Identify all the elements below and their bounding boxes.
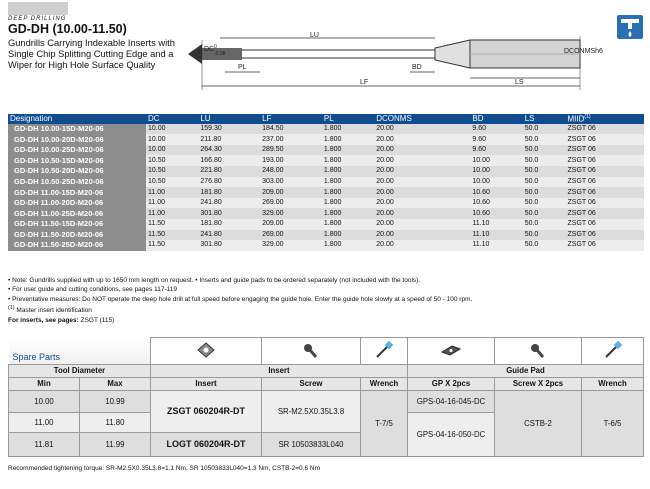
table-row <box>8 198 644 209</box>
value-cell: 50.0 <box>523 166 566 177</box>
value-cell: 1.800 <box>322 166 374 177</box>
designation-cell: GD-DH 11.50-25D-M20-06 <box>8 240 146 251</box>
value-cell: 166.80 <box>198 155 260 166</box>
value-cell: 50.0 <box>523 187 566 198</box>
value-cell: 269.00 <box>260 230 322 241</box>
r3-max: 11.99 <box>80 432 151 456</box>
value-cell: 248.00 <box>260 166 322 177</box>
insert-2: LOGT 060204R-DT <box>151 432 262 456</box>
dim-ls: LS <box>515 79 524 86</box>
col-dconms: DCONMS <box>374 114 470 124</box>
dim-dc: DC <box>204 46 215 53</box>
table-row <box>8 240 644 251</box>
dim-lf: LF <box>360 79 369 86</box>
r2-max: 11.80 <box>80 412 151 432</box>
designation-cell: GD-DH 11.50-15D-M20-06 <box>8 219 146 230</box>
value-cell: 264.30 <box>198 145 260 156</box>
designation-cell: GD-DH 10.00-15D-M20-06 <box>8 124 146 135</box>
value-cell: 20.00 <box>374 208 470 219</box>
designation-cell: GD-DH 11.50-20D-M20-06 <box>8 230 146 241</box>
wrench2-value: T-6/5 <box>582 390 644 456</box>
insert-1: ZSGT 060204R-DT <box>151 390 262 432</box>
value-cell: 10.00 <box>470 166 522 177</box>
brand-logo <box>8 2 68 15</box>
value-cell: 50.0 <box>523 230 566 241</box>
value-cell: 50.0 <box>523 198 566 209</box>
value-cell: 1.800 <box>322 177 374 188</box>
value-cell: 184.50 <box>260 124 322 135</box>
value-cell: 20.00 <box>374 177 470 188</box>
value-cell: 50.0 <box>523 145 566 156</box>
value-cell: 11.50 <box>146 240 198 251</box>
value-cell: 10.00 <box>146 145 198 156</box>
screw-icon <box>262 338 361 365</box>
brand-tag: DEEP DRILLING <box>8 16 67 22</box>
value-cell: 50.0 <box>523 219 566 230</box>
col-designation: Designation <box>8 114 146 124</box>
tool-diameter-header: Tool Diameter <box>9 364 151 377</box>
note-5-text: ZSGT (115) <box>78 316 115 324</box>
value-cell: 10.60 <box>470 187 522 198</box>
value-cell: 1.800 <box>322 219 374 230</box>
table-row <box>8 166 644 177</box>
screw-1: SR-M2.5X0.35L3.8 <box>262 390 361 432</box>
wrench2-header: Wrench <box>582 377 644 390</box>
tightening-torque-note: Recommended tightening torque: SR-M2.5X0.35L3.8=1.1 Nm, SR 10503833L040=1.3 Nm, CSTB-2=0.6 Nm <box>8 465 320 472</box>
value-cell: 11.50 <box>146 230 198 241</box>
value-cell: 20.00 <box>374 166 470 177</box>
dim-pl: PL <box>238 64 247 71</box>
value-cell: ZSGT 06 <box>566 177 644 188</box>
r1-max: 10.99 <box>80 390 151 412</box>
col-ls: LS <box>523 114 566 124</box>
table-row <box>8 219 644 230</box>
r2-min: 11.00 <box>9 412 80 432</box>
page-subtitle: Gundrills Carrying Indexable Inserts with Single Chip Splitting Cutting Edge and a Wiper for High Hole Surface Quality <box>8 38 175 70</box>
value-cell: 11.10 <box>470 219 522 230</box>
guide-screw-icon <box>495 338 582 365</box>
r1-min: 10.00 <box>9 390 80 412</box>
value-cell: 181.80 <box>198 219 260 230</box>
value-cell: ZSGT 06 <box>566 230 644 241</box>
insert-header: Insert <box>151 377 262 390</box>
spare-parts-title: Spare Parts <box>9 338 151 365</box>
dim-dconms: DCONMSh6 <box>564 48 603 55</box>
spare-row-1 <box>9 390 644 412</box>
dim-lu: LU <box>310 32 319 39</box>
col-bd: BD <box>470 114 522 124</box>
value-cell: 20.00 <box>374 145 470 156</box>
value-cell: ZSGT 06 <box>566 145 644 156</box>
col-dc: DC <box>146 114 198 124</box>
value-cell: 301.80 <box>198 240 260 251</box>
value-cell: 50.0 <box>523 124 566 135</box>
value-cell: 301.80 <box>198 208 260 219</box>
col-miid <box>566 114 644 124</box>
value-cell: 1.800 <box>322 134 374 145</box>
insert-group-header: Insert <box>151 364 408 377</box>
value-cell: 20.00 <box>374 240 470 251</box>
value-cell: 329.00 <box>260 208 322 219</box>
value-cell: 10.50 <box>146 166 198 177</box>
value-cell: 211.80 <box>198 134 260 145</box>
value-cell: 10.50 <box>146 177 198 188</box>
value-cell: 241.80 <box>198 198 260 209</box>
dim-bd: BD <box>412 64 422 71</box>
value-cell: ZSGT 06 <box>566 166 644 177</box>
value-cell: 50.0 <box>523 155 566 166</box>
value-cell: 1.800 <box>322 155 374 166</box>
value-cell: ZSGT 06 <box>566 198 644 209</box>
table-row <box>8 187 644 198</box>
designation-cell: GD-DH 10.50-15D-M20-06 <box>8 155 146 166</box>
designation-cell: GD-DH 11.00-15D-M20-06 <box>8 187 146 198</box>
value-cell: 10.00 <box>146 134 198 145</box>
designation-cell: GD-DH 11.00-20D-M20-06 <box>8 198 146 209</box>
note-3: • Preventative measures: Do NOT operate the deep hole drill at full speed before engaging the guide hole. Enter the guide hole slowly at a speed of 50 - 100 rpm. <box>8 295 473 303</box>
value-cell: 209.00 <box>260 187 322 198</box>
spare-icon-row <box>9 338 644 365</box>
page-title: GD-DH (10.00-11.50) <box>8 22 127 36</box>
value-cell: ZSGT 06 <box>566 240 644 251</box>
value-cell: 20.00 <box>374 230 470 241</box>
gp-2: GPS-04-16-050-DC <box>408 412 495 456</box>
value-cell: 9.60 <box>470 124 522 135</box>
min-header: Min <box>9 377 80 390</box>
spare-group-header <box>9 364 644 377</box>
value-cell: 1.800 <box>322 145 374 156</box>
value-cell: 10.60 <box>470 208 522 219</box>
value-cell: ZSGT 06 <box>566 187 644 198</box>
note-5 <box>8 316 644 325</box>
value-cell: 20.00 <box>374 155 470 166</box>
value-cell: 11.00 <box>146 187 198 198</box>
note-4-sup: (1) <box>8 305 15 312</box>
insert-icon <box>151 338 262 365</box>
value-cell: 10.60 <box>470 198 522 209</box>
value-cell: 289.50 <box>260 145 322 156</box>
notes <box>8 276 644 325</box>
spare-column-header <box>9 377 644 390</box>
value-cell: 11.10 <box>470 240 522 251</box>
value-cell: 159.30 <box>198 124 260 135</box>
wrench-icon <box>361 338 408 365</box>
note-1: • Note: Gundrills supplied with up to 1650 mm length on request. • Inserts and guide pads to be ordered separately (not included with the tools). <box>8 277 421 284</box>
value-cell: ZSGT 06 <box>566 134 644 145</box>
spare-parts-table <box>8 337 644 457</box>
table-header-row <box>8 114 644 124</box>
designation-cell: GD-DH 10.50-25D-M20-06 <box>8 177 146 188</box>
gp-header: GP X 2pcs <box>408 377 495 390</box>
value-cell: 221.80 <box>198 166 260 177</box>
guide-pad-group-header: Guide Pad <box>408 364 644 377</box>
value-cell: 9.60 <box>470 134 522 145</box>
value-cell: ZSGT 06 <box>566 155 644 166</box>
value-cell: 209.00 <box>260 219 322 230</box>
value-cell: 237.00 <box>260 134 322 145</box>
value-cell: ZSGT 06 <box>566 219 644 230</box>
value-cell: 10.00 <box>146 124 198 135</box>
value-cell: 20.00 <box>374 198 470 209</box>
value-cell: 50.0 <box>523 240 566 251</box>
coolant-icon <box>617 15 643 39</box>
value-cell: 193.00 <box>260 155 322 166</box>
guide-pad-icon <box>408 338 495 365</box>
value-cell: 50.0 <box>523 177 566 188</box>
screw2-header: Screw X 2pcs <box>495 377 582 390</box>
value-cell: 20.00 <box>374 134 470 145</box>
value-cell: ZSGT 06 <box>566 124 644 135</box>
value-cell: 20.00 <box>374 124 470 135</box>
value-cell: 10.00 <box>470 155 522 166</box>
value-cell: ZSGT 06 <box>566 208 644 219</box>
col-miid-sup: (1) <box>584 114 591 120</box>
value-cell: 241.80 <box>198 230 260 241</box>
r3-min: 11.81 <box>9 432 80 456</box>
value-cell: 20.00 <box>374 187 470 198</box>
designation-cell: GD-DH 10.50-20D-M20-06 <box>8 166 146 177</box>
note-2: • For user guide and cutting conditions, see pages 117-119 <box>8 286 177 294</box>
screw2-value: CSTB-2 <box>495 390 582 456</box>
value-cell: 276.80 <box>198 177 260 188</box>
value-cell: 1.800 <box>322 187 374 198</box>
table-row <box>8 230 644 241</box>
value-cell: 1.800 <box>322 208 374 219</box>
designation-cell: GD-DH 10.00-25D-M20-06 <box>8 145 146 156</box>
note-4-text: Master insert identification <box>14 307 92 315</box>
gp-1: GPS-04-16-045-DC <box>408 390 495 412</box>
wrench-value: T-7/5 <box>361 390 408 456</box>
designation-cell: GD-DH 10.00-20D-M20-06 <box>8 134 146 145</box>
col-lu: LU <box>198 114 260 124</box>
screw-2: SR 10503833L040 <box>262 432 361 456</box>
table-row <box>8 155 644 166</box>
value-cell: 1.800 <box>322 198 374 209</box>
gundrill-diagram <box>180 10 610 105</box>
value-cell: 50.0 <box>523 134 566 145</box>
value-cell: 11.00 <box>146 208 198 219</box>
designation-cell: GD-DH 11.00-25D-M20-06 <box>8 208 146 219</box>
wrench-header: Wrench <box>361 377 408 390</box>
dim-dc-tol-top: 0 <box>214 44 217 50</box>
value-cell: 20.00 <box>374 219 470 230</box>
value-cell: 11.00 <box>146 198 198 209</box>
note-5-bold: For inserts, see pages: <box>8 316 79 324</box>
screw-header: Screw <box>262 377 361 390</box>
col-pl: PL <box>322 114 374 124</box>
table-row <box>8 145 644 156</box>
col-lf: LF <box>260 114 322 124</box>
value-cell: 11.10 <box>470 230 522 241</box>
value-cell: 303.00 <box>260 177 322 188</box>
value-cell: 1.800 <box>322 230 374 241</box>
max-header: Max <box>80 377 151 390</box>
table-row <box>8 208 644 219</box>
value-cell: 10.50 <box>146 155 198 166</box>
value-cell: 1.800 <box>322 240 374 251</box>
value-cell: 269.00 <box>260 198 322 209</box>
value-cell: 1.800 <box>322 124 374 135</box>
value-cell: 9.60 <box>470 145 522 156</box>
dim-dc-tol-bot: -0.08 <box>214 51 226 57</box>
value-cell: 11.50 <box>146 219 198 230</box>
value-cell: 10.00 <box>470 177 522 188</box>
note-4 <box>8 304 644 316</box>
value-cell: 329.00 <box>260 240 322 251</box>
table-body <box>8 124 644 251</box>
table-row <box>8 124 644 135</box>
designation-table <box>8 114 644 251</box>
value-cell: 50.0 <box>523 208 566 219</box>
value-cell: 181.80 <box>198 187 260 198</box>
table-row <box>8 134 644 145</box>
col-miid-label: MIID <box>567 114 585 124</box>
guide-wrench-icon <box>582 338 644 365</box>
table-row <box>8 177 644 188</box>
